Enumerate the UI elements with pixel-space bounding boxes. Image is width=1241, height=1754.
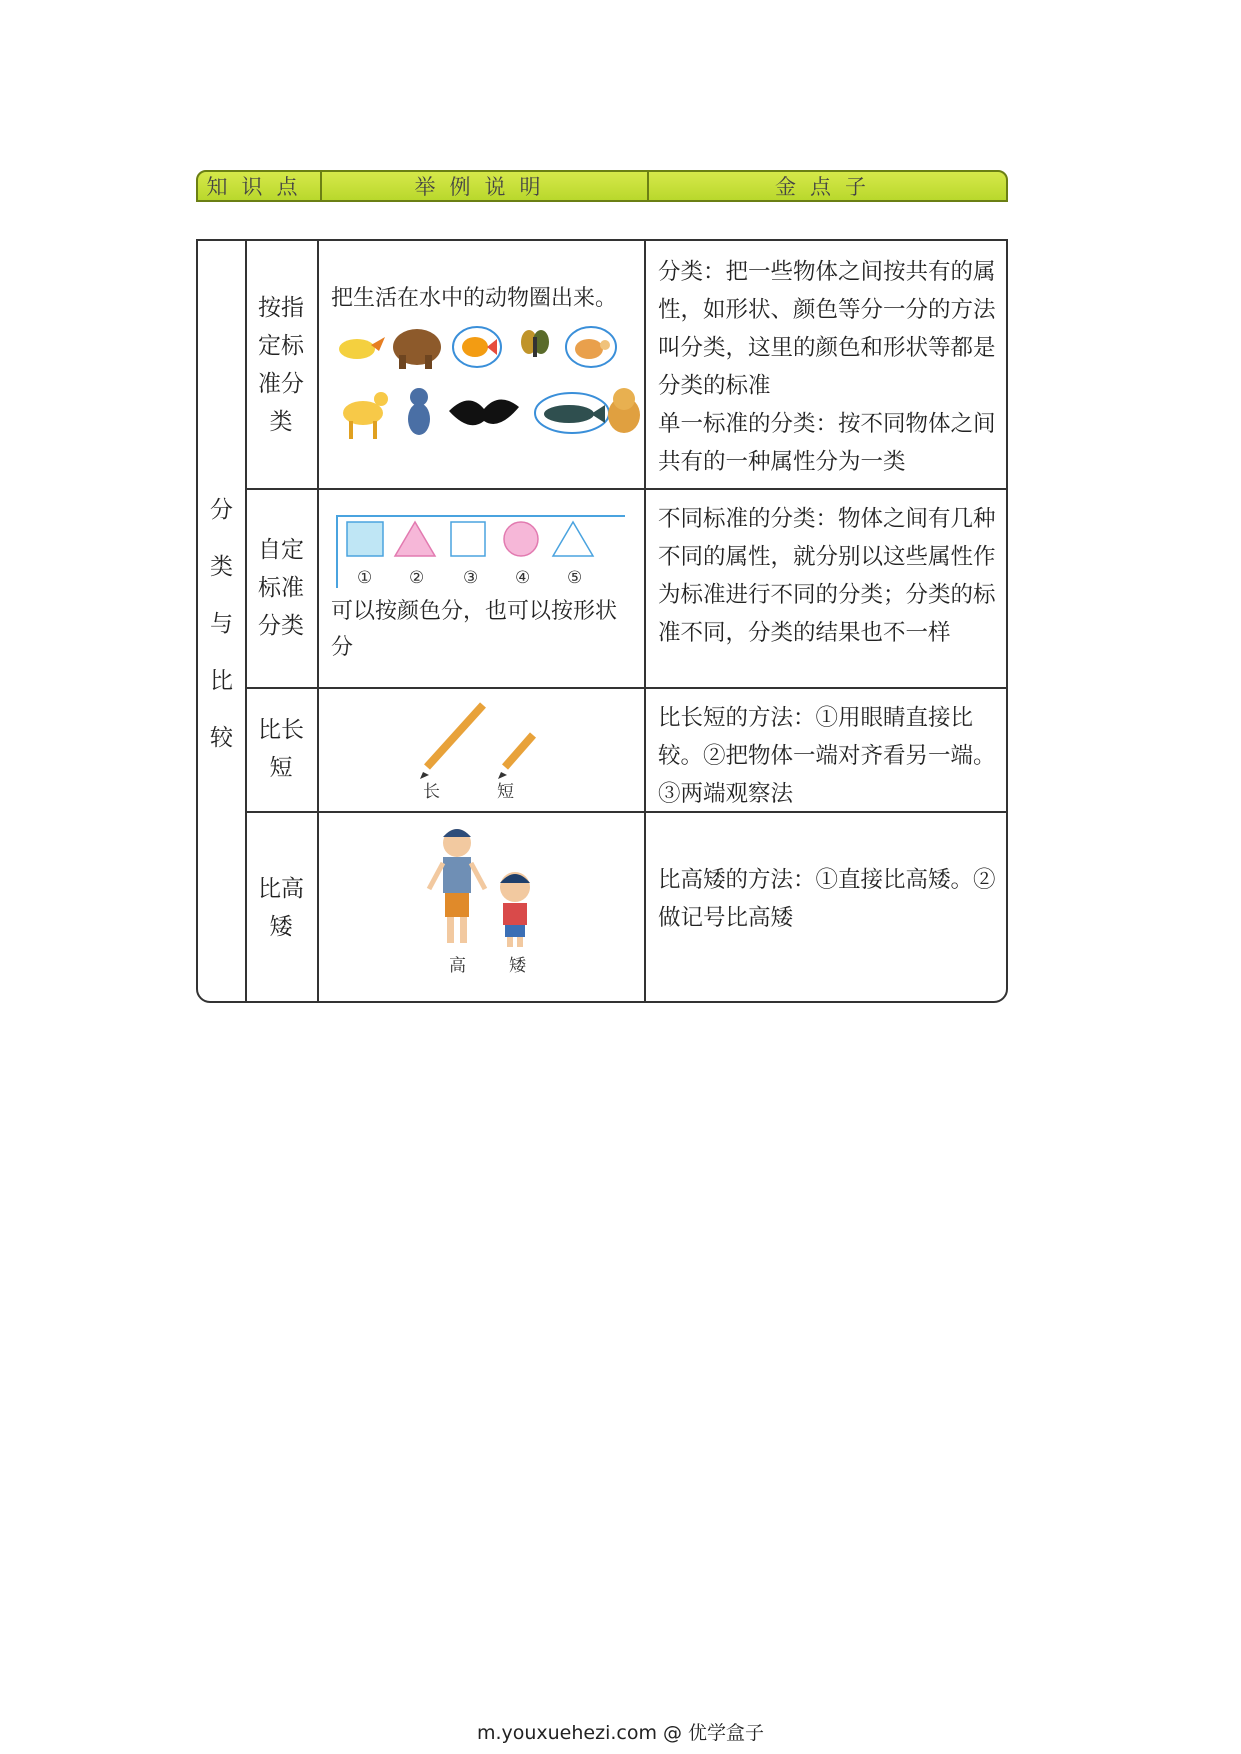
example-text: 把生活在水中的动物圈出来。 <box>331 286 618 311</box>
table-row <box>245 811 1006 1003</box>
category-char: 类 <box>210 553 233 580</box>
table-row <box>245 687 1006 813</box>
long-pencil-icon <box>420 705 483 779</box>
example-cell <box>319 488 646 687</box>
turtle-icon <box>566 327 616 367</box>
knowledge-table <box>196 239 1008 1003</box>
topic-label: 比高矮 <box>258 876 304 940</box>
shape-label: ③ <box>463 568 479 588</box>
table-row <box>245 241 1006 490</box>
fish-icon <box>453 327 501 367</box>
topic-cell <box>245 687 319 811</box>
cat-icon <box>408 388 430 435</box>
category-column <box>198 241 247 1001</box>
long-label: 长 <box>423 782 440 802</box>
tiger-icon <box>608 388 640 433</box>
animal-illustrations <box>319 241 646 488</box>
category-char: 分 <box>210 496 233 523</box>
topic-cell <box>245 811 319 1003</box>
bird-icon <box>339 337 385 359</box>
table-row <box>245 488 1006 689</box>
shape-label: ② <box>409 568 425 588</box>
topic-label: 按指定标准分类 <box>258 294 304 435</box>
horse-icon <box>343 392 388 439</box>
example-cell <box>319 687 646 811</box>
header-example: 举例说明 <box>322 172 649 200</box>
shape-label: ④ <box>515 568 531 588</box>
short-boy-icon <box>500 872 530 947</box>
category-char: 与 <box>210 610 233 637</box>
short-label: 矮 <box>509 956 526 976</box>
shape-label: ⑤ <box>567 568 583 588</box>
table-header <box>196 170 1008 202</box>
tall-label: 高 <box>449 956 466 976</box>
shape-label: ① <box>357 568 373 588</box>
tall-boy-icon <box>429 829 485 943</box>
children-illustration <box>319 811 646 1003</box>
short-label: 短 <box>497 782 514 802</box>
square-shape <box>347 522 383 556</box>
topic-cell <box>245 488 319 687</box>
topic-label: 比长短 <box>258 717 304 781</box>
tip-cell: 分类：把一些物体之间按共有的属性，如形状、颜色等分一分的方法叫分类，这里的颜色和形状等都是分类的标准 单一标准的分类：按不同物体之间共有的一种属性分为一类 <box>658 259 996 475</box>
triangle-shape <box>395 522 435 556</box>
example-cell <box>319 811 646 1003</box>
topic-cell <box>245 241 319 488</box>
footer-watermark: m.youxuehezi.com @ 优学盒子 <box>476 1722 765 1744</box>
tip-cell: 比长短的方法：①用眼睛直接比较。②把物体一端对齐看另一端。③两端观察法 <box>658 705 996 807</box>
example-cell <box>319 241 646 488</box>
example-text: 可以按颜色分，也可以按形状分 <box>331 599 618 660</box>
header-knowledge-point: 知识点 <box>198 172 322 200</box>
butterfly-icon <box>521 330 549 357</box>
short-pencil-icon <box>498 735 533 779</box>
shark-icon <box>535 393 609 433</box>
category-char: 较 <box>210 724 233 751</box>
pencil-illustration <box>319 687 646 811</box>
triangle-outline-shape <box>553 522 593 556</box>
square-outline-shape <box>451 522 485 556</box>
tip-cell: 比高矮的方法：①直接比高矮。②做记号比高矮 <box>658 867 996 931</box>
header-tips: 金点子 <box>775 175 880 199</box>
tip-cell: 不同标准的分类：物体之间有几种不同的属性，就分别以这些属性作为标准进行不同的分类；分类的标准不同，分类的结果也不一样 <box>658 506 996 646</box>
elephant-icon <box>393 329 441 369</box>
circle-shape <box>504 522 538 556</box>
bat-icon <box>449 399 519 425</box>
category-char: 比 <box>210 667 233 694</box>
topic-label: 自定标准分类 <box>258 536 304 639</box>
